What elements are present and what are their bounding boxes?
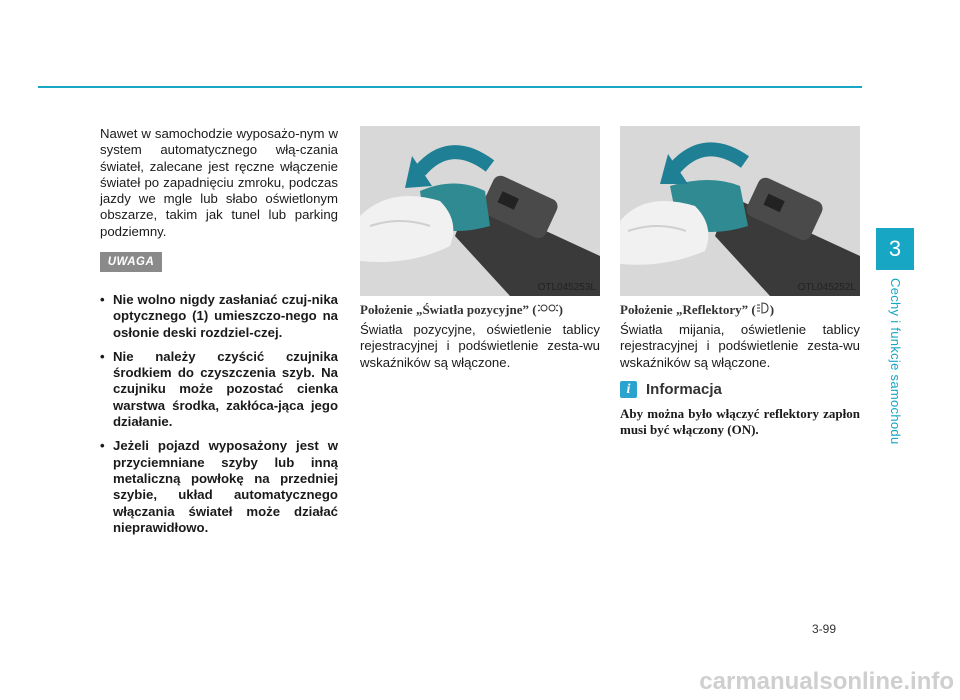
warning-list — [100, 292, 338, 544]
photo-code: OTL045253L — [537, 282, 596, 293]
photo-code: OTL045252L — [797, 282, 856, 293]
parking-light-icon — [537, 302, 559, 317]
caption-close: ) — [769, 302, 775, 317]
parking-lights-text: Światła pozycyjne, oświetlenie tablicy rejestracyjnej i podświetlenie zesta-wu wskaźników są włączone. — [360, 322, 600, 370]
warning-badge: UWAGA — [100, 252, 162, 272]
photo-parking-lights — [360, 126, 600, 296]
caption-close: ) — [558, 302, 563, 317]
info-text: Aby można było włączyć reflektory zapłon musi być włączony (ON). — [620, 406, 860, 437]
page-number: 3-99 — [812, 622, 837, 636]
warning-item-1: • Nie wolno nigdy zasłaniać czuj-nika optycznego (1) umieszczo-nego na osłonie deski rozdziel-czej. — [100, 292, 338, 341]
light-switch-illustration-2 — [620, 126, 860, 296]
top-rule — [38, 86, 862, 88]
intro-paragraph: Nawet w samochodzie wyposażo-nym w system automatycznego włą-czania świateł, zalecane jest ręczne włączenie świateł po zapadnięciu zmroku, podczas jazdy we mgle lub słabo oświetlonym obszarze, takim jak tunel lub parking podziemny. — [100, 126, 338, 239]
warning-item-2: • Nie należy czyścić czujnika środkiem do czyszczenia szyb. Na czujniku może pozostać cienka warstwa środka, zakłóca-jąca jego działanie. — [100, 349, 338, 430]
intro-block — [100, 126, 338, 240]
info-icon: i — [620, 381, 637, 398]
warning-item-3: • Jeżeli pojazd wyposażony jest w przyciemniane szyby lub inną metaliczną powłokę na przedniej szybie, układ automatycznego włączania świateł może działać nieprawidłowo. — [100, 438, 338, 536]
chapter-title: Cechy i funkcje samochodu — [888, 278, 903, 445]
chapter-title-vertical — [876, 278, 914, 448]
chapter-number: 3 — [888, 236, 902, 261]
chapter-number-tab — [876, 228, 914, 270]
headlight-icon — [756, 302, 770, 317]
caption-text: Położenie „Reflektory” ( — [620, 302, 756, 317]
info-title: Informacja — [646, 381, 722, 398]
caption-headlights — [620, 302, 774, 318]
watermark: carmanualsonline.info — [699, 668, 954, 695]
headlights-text: Światła mijania, oświetlenie tablicy rejestracyjnej i podświetlenie zesta-wu wskaźników są włączone. — [620, 322, 860, 370]
light-switch-illustration-1 — [360, 126, 600, 296]
caption-text: Położenie „Światła pozycyjne” ( — [360, 302, 537, 317]
caption-parking-lights — [360, 302, 563, 318]
photo-headlights — [620, 126, 860, 296]
